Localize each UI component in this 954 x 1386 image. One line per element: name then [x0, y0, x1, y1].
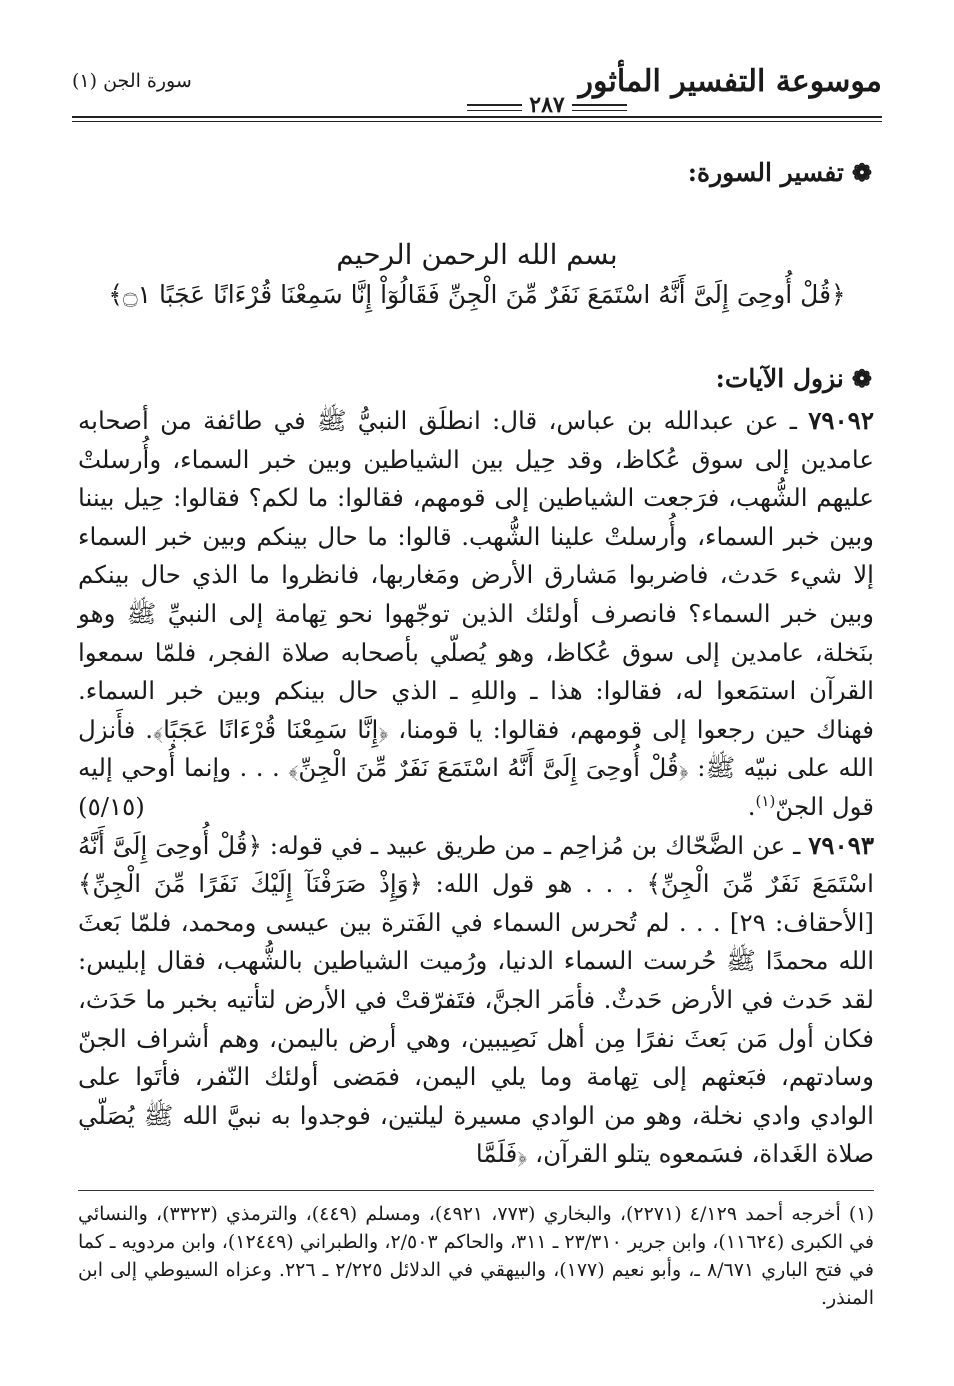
- narration: [78, 402, 874, 827]
- narration: [78, 827, 874, 1174]
- footnote-separator: [78, 1190, 874, 1191]
- narrations-body: [78, 402, 874, 1174]
- footnotes: [78, 1200, 874, 1312]
- page-number: ٢٨٧: [529, 92, 565, 118]
- main-verse: ﴿قُلْ أُوحِىَ إِلَىَّ أَنَّهُ اسْتَمَعَ نَفَرٌ مِّنَ الْجِنِّ فَقَالُوٓاْ إِنَّا سَمِعْنَا قُرْءَانًا عَجَبًا ۝١﴾: [108, 280, 846, 309]
- narration-number: ٧٩٠٩٣: [808, 830, 874, 860]
- star-ornament-icon: ❁: [851, 158, 872, 187]
- section-heading-tafsir: ❁تفسير السورة:: [687, 158, 872, 187]
- book-title: موسوعة التفسير المأثور: [578, 64, 882, 99]
- narration-text-end: .: [747, 791, 756, 821]
- footnote-item: (١) أخرجه أحمد ٤/١٢٩ (٢٢٧١)، والبخاري (٧٧٣، ٤٩٢١)، ومسلم (٤٤٩)، والترمذي (٣٣٢٣)، والنسائي في الكبرى (١١٦٢٤)، وابن جرير ٢٣/٣١٠ ـ ٣١١، والحاكم ٢/٥٠٣، والطبراني (١٢٤٤٩)، وابن مردويه ـ كما في فتح الباري ٨/٦٧١ ـ، وأبو نعيم (١٧٧)، والبيهقي في الدلائل ٢/٢٢٥ ـ ٢٢٦. وعزاه السيوطي إلى ابن المنذر.: [78, 1203, 874, 1309]
- narration-text: ـ عن الضَّحّاك بن مُزاحِم ـ من طريق عبيد ـ في قوله: ﴿قُلْ أُوحِىَ إِلَىَّ أَنَّهُ اسْتَمَعَ نَفَرٌ مِّنَ الْجِنِّ﴾ . . . هو قول الله: ﴿وَإِذْ صَرَفْنَآ إِلَيْكَ نَفَرًا مِّنَ الْجِنِّ﴾ [الأحقاف: ٢٩] . . . لم تُحرس السماء في الفَترة بين عيسى ومحمد، فلمّا بَعثَ الله محمدًا ﷺ حُرست السماء الدنيا، ورُميت الشياطين بالشُّهب، فقال إبليس: لقد حَدث في الأرض حَدثٌ. فأمَر الجنَّ، فتَفرّقتْ في الأرض لتأتيه بخبر ما حَدَث، فكان أول مَن بَعثَ نفرًا مِن أهل نَصِيبين، وهي أرض باليمن، وهم أشراف الجنّ وسادتهم، فبَعثهم إلى تِهامة وما يلي اليمن، فمَضى أولئك النّفر، فأتَوا على الوادي وادي نخلة، وهو من الوادي مسيرة ليلتين، فوجدوا به نبيَّ الله ﷺ يُصَلّي صلاة الغَداة، فسَمعوه يتلو القرآن، ﴿فَلَمَّا: [78, 830, 874, 1169]
- footnote-marker: (١): [755, 791, 776, 810]
- header-rule: [72, 116, 882, 118]
- section-heading-nuzul: ❁نزول الآيات:: [715, 364, 872, 393]
- page-header: [72, 62, 882, 122]
- ornament-left: [467, 104, 522, 111]
- basmala: بسم الله الرحمن الرحيم: [336, 238, 618, 271]
- star-ornament-icon: ❁: [851, 364, 872, 393]
- narration-text: ـ عن عبدالله بن عباس، قال: انطلَق النبيُّ ﷺ في طائفة من أصحابه عامدين إلى سوق عُكاظ، وقد حِيل بين الشياطين وبين خبر السماء، وأُرسلتْ عليهم الشُّهب، فرَجعت الشياطين إلى قومهم، فقالوا: ما لكم؟ فقالوا: حِيل بيننا وبين خبر السماء، وأُرسلتْ علينا الشُّهب. قالوا: ما حال بينكم وبين خبر السماء إلا شيء حَدث، فاضربوا مَشارق الأرض ومَغاربها، فانظروا ما الذي حال بينكم وبين خبر السماء؟ فانصرف أولئك الذين توجّهوا نحو تِهامة إلى النبيِّ ﷺ وهو بنَخلة، عامدين إلى سوق عُكاظ، وهو يُصلّي بأصحابه صلاة الفجر، فلمّا سمعوا القرآن استمَعوا له، فقالوا: هذا ـ واللهِ ـ الذي حال بينكم وبين خبر السماء. فهناك حين رجعوا إلى قومهم، فقالوا: يا قومنا، ﴿إِنَّا سَمِعْنَا قُرْءَانًا عَجَبًا﴾. فأَنزل الله على نبيّه ﷺ: ﴿قُلْ أُوحِىَ إِلَىَّ أَنَّهُ اسْتَمَعَ نَفَرٌ مِّنَ الْجِنِّ﴾ . . . وإنما أُوحي إليه قول الجنّ: [78, 406, 874, 821]
- narration-number: ٧٩٠٩٢: [808, 406, 874, 435]
- surah-name: سورة الجن (١): [72, 70, 192, 92]
- header-rule-thin: [72, 121, 882, 122]
- volume-reference: (٥/١٥): [78, 791, 145, 821]
